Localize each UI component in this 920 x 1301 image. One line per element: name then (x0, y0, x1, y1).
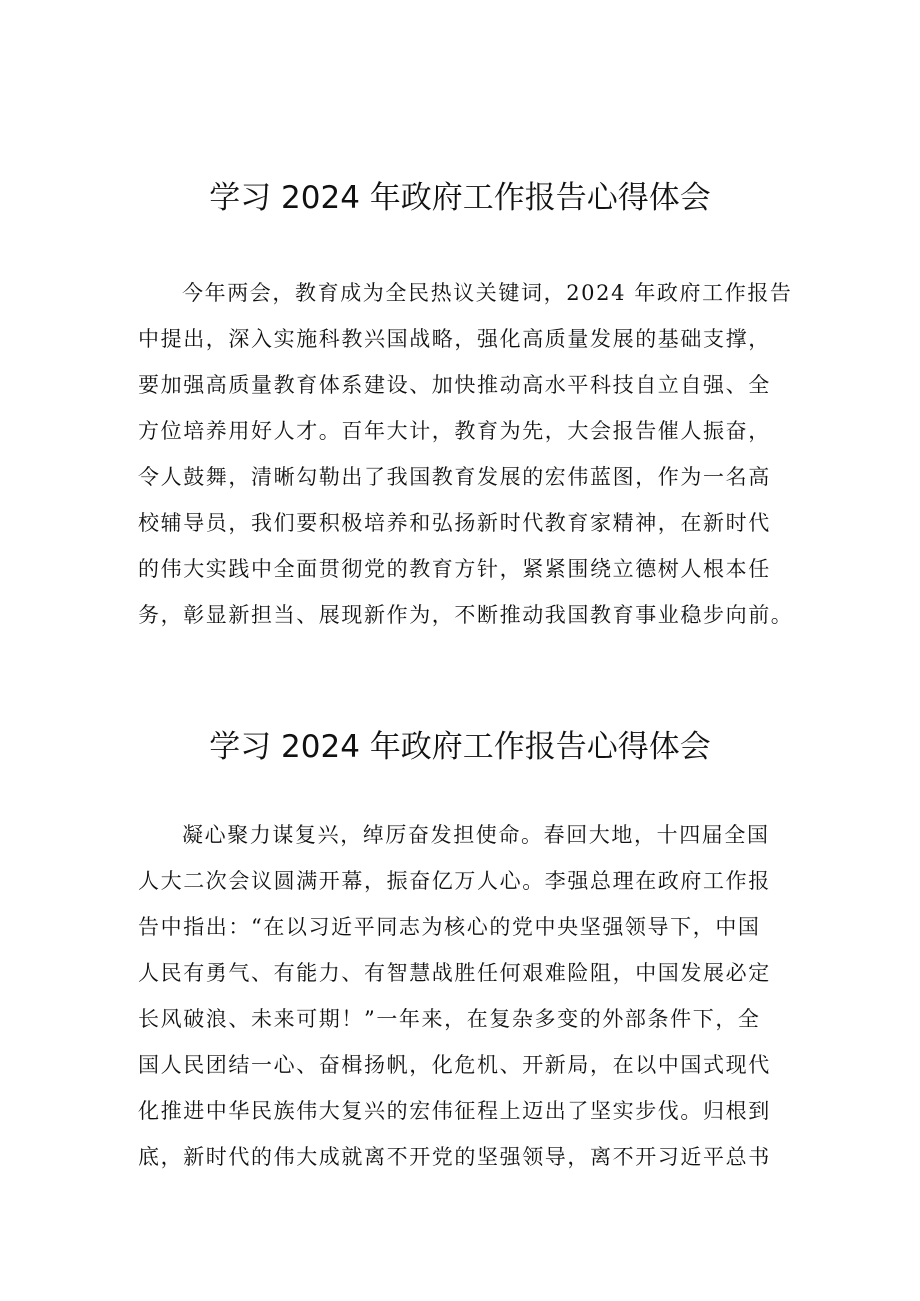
paragraph-line: 告中指出：“在以习近平同志为核心的党中央坚强领导下，中国 (138, 915, 761, 939)
paragraph-line: 国人民团结一心、奋楫扬帆，化危机、开新局，在以中国式现代 (138, 1053, 771, 1077)
paragraph-line: 方位培养用好人才。百年大计，教育为先，大会报告催人振奋， (138, 419, 771, 443)
section-title: 学习 2024 年政府工作报告心得体会 (209, 729, 711, 765)
paragraph-line: 凝心聚力谋复兴，绰厉奋发担使命。春回大地，十四届全国 (182, 823, 770, 847)
section-body (138, 818, 798, 1186)
paragraph-line: 底，新时代的伟大成就离不开党的坚强领导，离不开习近平总书 (138, 1145, 771, 1169)
paragraph-line: 务，彰显新担当、展现新作为，不断推动我国教育事业稳步向前。 (138, 603, 794, 627)
paragraph-line: 化推进中华民族伟大复兴的宏伟征程上迈出了坚实步伐。归根到 (138, 1099, 771, 1123)
paragraph-line: 要加强高质量教育体系建设、加快推动高水平科技自立自强、全 (138, 373, 771, 397)
paragraph-line: 中提出，深入实施科教兴国战略，强化高质量发展的基础支撑， (138, 327, 771, 351)
section-body (138, 276, 798, 644)
paragraph-line: 今年两会，教育成为全民热议关键词，2024 年政府工作报告 (182, 281, 793, 305)
paragraph-line: 校辅导员，我们要积极培养和弘扬新时代教育家精神，在新时代 (138, 511, 771, 535)
paragraph-line: 人大二次会议圆满开幕，振奋亿万人心。李强总理在政府工作报 (138, 869, 771, 893)
paragraph-line: 人民有勇气、有能力、有智慧战胜任何艰难险阻，中国发展必定 (138, 961, 771, 985)
paragraph-line: 的伟大实践中全面贯彻党的教育方针，紧紧围绕立德树人根本任 (138, 557, 771, 581)
paragraph-line: 长风破浪、未来可期！”一年来，在复杂多变的外部条件下，全 (138, 1007, 761, 1031)
paragraph-line: 令人鼓舞，清晰勾勒出了我国教育发展的宏伟蓝图，作为一名高 (138, 465, 771, 489)
section-title: 学习 2024 年政府工作报告心得体会 (209, 180, 711, 216)
